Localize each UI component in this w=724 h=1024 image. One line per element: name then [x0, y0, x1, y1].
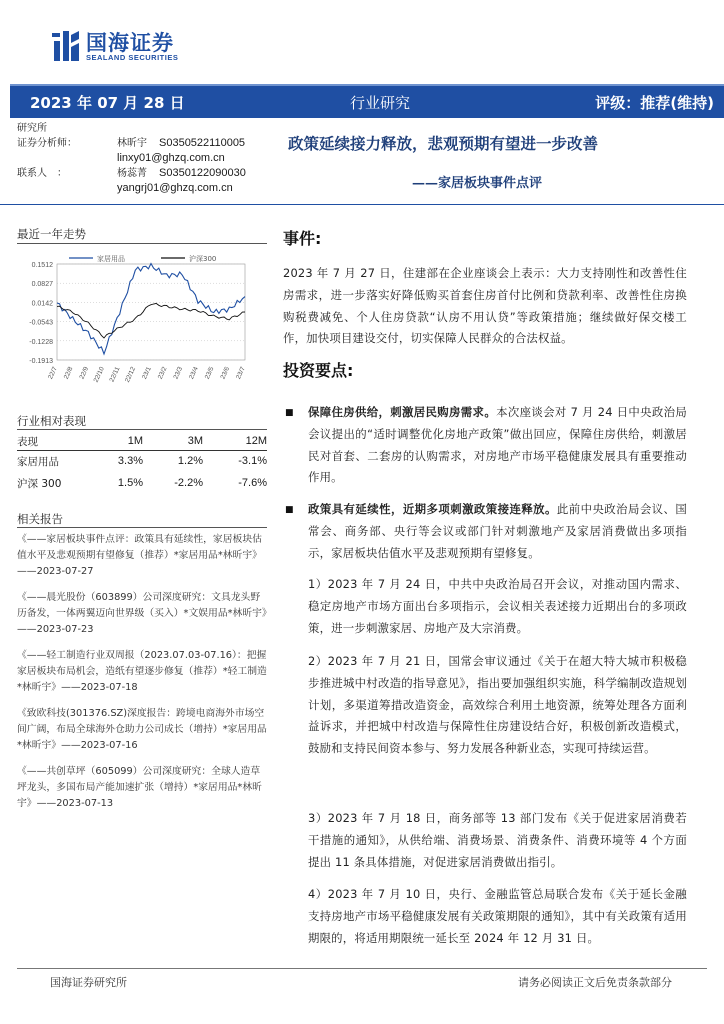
perf-row	[17, 451, 267, 472]
point-item: 3）2023 年 7 月 18 日，商务部等 13 部门发布《关于促进家居消费若干措施的通知》，从供给端、消费场景、消费条件、消费环境等 4 个方面提出 11 条具体措施，对促进家居消费做出指引。	[308, 811, 687, 869]
trend-heading: 最近一年走势	[17, 227, 86, 241]
report-title[interactable]: 《——轻工制造行业双周报（2023.07.03-07.16）：把握家居板块布局机会，造纸有望逐步修复（推荐）*轻工制造*林昕宇》	[17, 650, 267, 693]
report-item[interactable]	[17, 532, 267, 580]
footer-divider	[17, 968, 707, 969]
chart-x-tick-label: 23/7	[235, 365, 247, 381]
chart-x-tick-label: 22/9	[78, 365, 91, 381]
chart-y-tick-label: 0.0142	[31, 300, 53, 308]
point-bullet	[308, 499, 687, 564]
report-title[interactable]: 《——共创草坪（605099）公司深度研究：全球人造草坪龙头，多国布局产能加速扩张（增持）*家居用品*林昕宇》	[17, 766, 262, 809]
reports-heading: 相关报告	[17, 512, 63, 526]
reports-list	[17, 532, 272, 822]
point-bullet-text: 本次座谈会对 7 月 24 日中央政治局会议提出的“适时调整优化房地产政策”做出回应，保障住房供给，刺激居民对首套、二套房的认购需求，对房地产市场平稳健康发展具有重要推动作用。	[308, 405, 687, 485]
perf-col-label: 表现	[17, 432, 99, 451]
contact-id: S0350122090030	[159, 167, 246, 179]
header-band-accent	[10, 84, 724, 86]
title-divider	[0, 204, 724, 205]
report-item[interactable]	[17, 648, 267, 696]
report-date: ——2023-07-27	[17, 566, 94, 577]
perf-cell: 家居用品	[17, 455, 59, 468]
chart-legend-label: 家居用品	[97, 255, 125, 263]
chart-x-tick-label: 23/1	[141, 365, 153, 381]
point-item: 4）2023 年 7 月 10 日，央行、金融监管总局联合发布《关于延长金融支持房地产市场平稳健康发展有关政策期限的通知》，其中有关政策有适用期限的，将适用期限统一延长至 2024 年 12 月 31 日。	[308, 887, 687, 945]
trend-chart	[17, 252, 257, 387]
point-item: 2）2023 年 7 月 21 日，国常会审议通过《关于在超大特大城市积极稳步推进城中村改造的指导意见》，指出要加强组织实施，科学编制改造规划计划，多渠道筹措改造资金，高效综合利用土地资源，统筹处理各方面利益诉求，并把城中村改造与保障性住房建设结合好，积极创新改造模式，鼓励和支持民间资本参与、努力发展各种新业态，实现可持续运营。	[308, 654, 687, 756]
report-date: ——2023-07-13	[36, 798, 114, 809]
report-rating: 评级：推荐(维持)	[595, 94, 714, 112]
perf-cell: -2.2%	[174, 477, 203, 489]
chart-y-tick-label: -0.1228	[29, 338, 53, 346]
institute-label: 研究所	[17, 123, 47, 134]
point-item: 1）2023 年 7 月 24 日，中共中央政治局召开会议，对推动国内需求、稳定房地产市场方面出台多项指示，会议相关表述接力近期出台的多项政策，进一步刺激家居、房地产及大宗消费。	[308, 577, 687, 635]
chart-x-tick-label: 22/8	[62, 365, 75, 381]
perf-divider	[17, 429, 267, 430]
perf-heading: 行业相对表现	[17, 414, 86, 428]
perf-cell: 1.2%	[177, 455, 203, 467]
chart-series-line	[57, 264, 245, 355]
perf-cell: -7.6%	[238, 477, 267, 489]
page-title: 政策延续接力释放，悲观预期有望进一步改善	[288, 134, 599, 153]
points-heading: 投资要点:	[283, 361, 354, 380]
chart-x-tick-label: 23/5	[203, 365, 216, 381]
chart-x-tick-label: 22/7	[47, 365, 59, 381]
analyst-name: 林昕宇	[117, 138, 147, 149]
chart-x-tick-label: 22/10	[92, 365, 106, 384]
reports-divider	[17, 527, 267, 528]
perf-cell: 3.3%	[117, 455, 143, 467]
bullet-square-icon: ■	[285, 505, 294, 515]
perf-col-3m: 3M	[143, 432, 203, 451]
event-text: 2023 年 7 月 27 日，住建部在企业座谈会上表示：大力支持刚性和改善性住房需求，进一步落实好降低购买首套住房首付比例和贷款利率、改善性住房换购税费减免、个人住房贷款“认房不用认贷”等政策措施；继续做好保交楼工作，加快项目建设交付，切实保障人民群众的合法权益。	[283, 266, 687, 346]
chart-x-tick-label: 23/4	[188, 365, 200, 381]
point-bullet-bold: 保障住房供给，刺激居民购房需求。	[308, 405, 497, 419]
brand-name-en: SEALAND SECURITIES	[86, 53, 179, 62]
report-date: ——2023-07-18	[61, 682, 138, 693]
chart-x-tick-label: 23/2	[156, 365, 169, 381]
report-category: 行业研究	[350, 94, 411, 112]
contact-email[interactable]: yangrj01@ghzq.com.cn	[117, 182, 233, 194]
report-title[interactable]: 《——晨光股份（603899）公司深度研究：文具龙头野历备发，一体两翼迈向世界级（买入）*文娱用品*林昕宇》	[17, 592, 272, 619]
page-subtitle: ——家居板块事件点评	[412, 176, 543, 191]
point-bullet-text: 此前中央政治局会议、国常会、商务部、央行等会议或部门针对刺激地产及家居消费做出多项指示，家居板块估值水平及悲观预期有望修复。	[308, 502, 687, 560]
report-title[interactable]: 《致欧科技(301376.SZ)深度报告：跨境电商海外市场空间广阔，布局全球海外仓助力公司成长（增持）*家居用品*林昕宇》	[17, 708, 267, 751]
analyst-role: 证券分析师：	[17, 138, 77, 149]
analyst-id: S0350522110005	[159, 137, 246, 149]
chart-x-tick-label: 23/3	[172, 365, 185, 381]
perf-row	[17, 471, 267, 495]
chart-x-tick-label: 22/12	[123, 365, 138, 384]
perf-header-row	[17, 432, 267, 451]
footer-disclaimer: 请务必阅读正文后免责条款部分	[518, 976, 672, 989]
report-title[interactable]: 《——家居板块事件点评：政策具有延续性，家居板块估值水平及悲观预期有望修复（推荐）*家居用品*林昕宇》	[17, 534, 262, 561]
chart-x-tick-label: 22/11	[108, 365, 122, 384]
report-item[interactable]	[17, 706, 267, 754]
chart-x-tick-label: 23/6	[219, 365, 232, 381]
event-heading: 事件:	[283, 229, 322, 248]
bullet-square-icon: ■	[285, 408, 294, 418]
brand-name-cn: 国海证券	[86, 31, 174, 55]
perf-cell: -3.1%	[238, 455, 267, 467]
chart-y-tick-label: -0.0543	[29, 319, 53, 327]
report-date: 2023 年 07 月 28 日	[30, 94, 185, 112]
chart-y-tick-label: 0.0827	[31, 281, 53, 289]
chart-y-tick-label: 0.1512	[31, 262, 53, 269]
chart-series-line	[57, 303, 245, 338]
chart-legend-label: 沪深300	[189, 255, 217, 263]
perf-col-12m: 12M	[203, 432, 267, 451]
report-date: ——2023-07-16	[61, 740, 138, 751]
point-bullet	[308, 402, 687, 489]
report-item[interactable]	[17, 764, 267, 812]
perf-table	[17, 432, 267, 495]
contact-role: 联系人 ：	[17, 168, 67, 179]
perf-col-1m: 1M	[99, 432, 143, 451]
footer-org: 国海证券研究所	[50, 976, 127, 989]
brand-logo-icon	[50, 29, 80, 63]
contact-name: 杨蕊菁	[117, 168, 147, 179]
report-item[interactable]	[17, 590, 272, 638]
point-bullet-bold: 政策具有延续性，近期多项刺激政策接连释放。	[308, 502, 557, 516]
analyst-email[interactable]: linxy01@ghzq.com.cn	[117, 152, 225, 164]
perf-cell: 1.5%	[117, 477, 143, 489]
chart-y-tick-label: -0.1913	[29, 358, 53, 365]
chart-plot-frame	[57, 264, 245, 360]
report-date: ——2023-07-23	[17, 624, 94, 635]
trend-divider	[17, 243, 267, 244]
perf-cell: 沪深 300	[17, 477, 62, 490]
